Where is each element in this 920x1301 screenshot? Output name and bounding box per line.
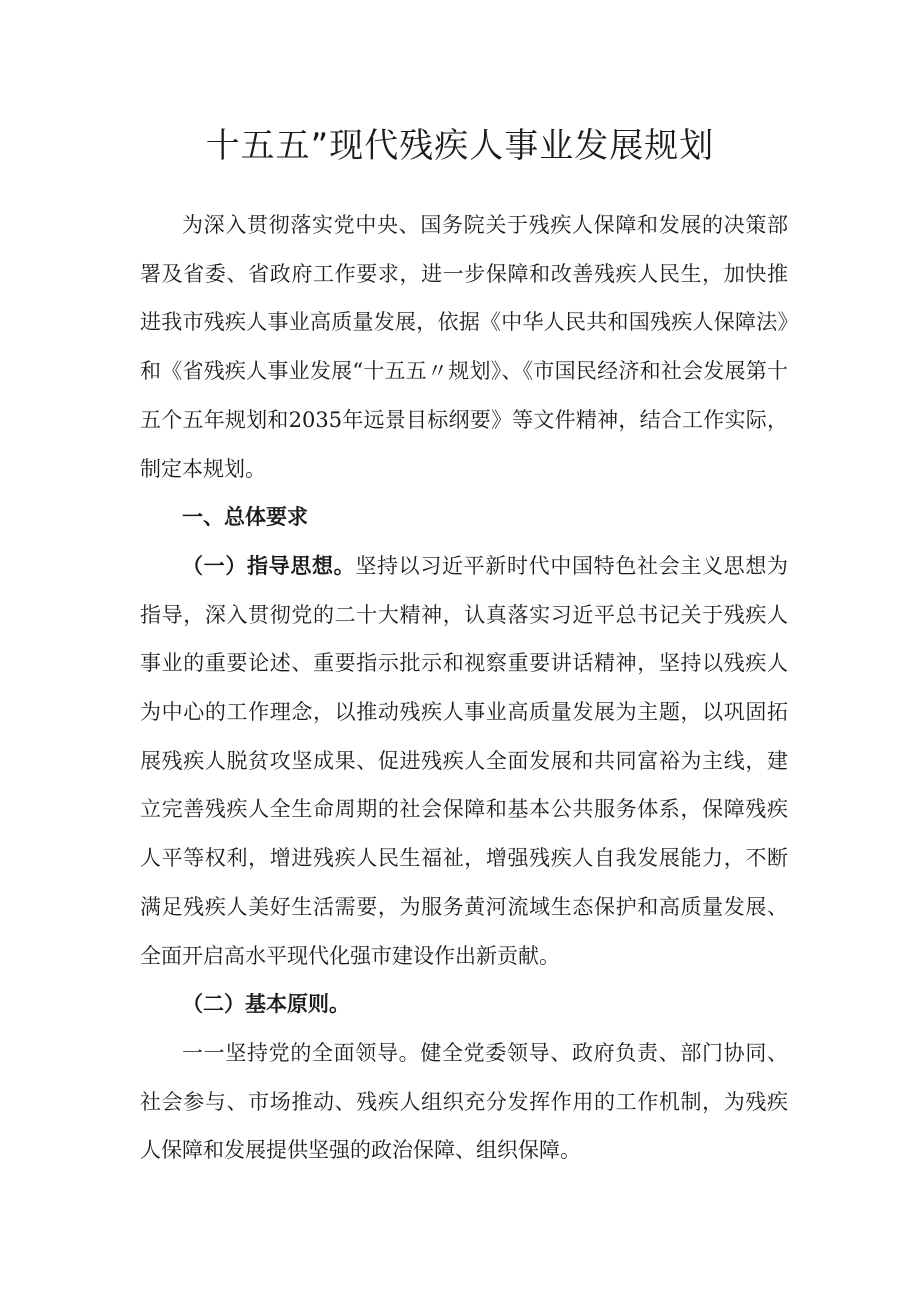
guiding-ideology-paragraph	[140, 542, 788, 980]
section-heading-general-requirements: 一、总体要求	[182, 505, 308, 530]
document-body	[140, 201, 788, 1175]
intro-paragraph: 为深入贯彻落实党中央、国务院关于残疾人保障和发展的决策部署及省委、省政府工作要求，进一步保障和改善残疾人民生，加快推进我市残疾人事业高质量发展，依据《中华人民共和国残疾人保障法》和《省残疾人事业发展“十五五〃规划》、《市国民经济和社会发展第十五个五年规划和2035年远景目标纲要》等文件精神，结合工作实际，制定本规划。	[140, 213, 788, 481]
principle-paragraph-party-leadership: 一一坚持党的全面领导。健全党委领导、政府负责、部门协同、社会参与、市场推动、残疾人组织充分发挥作用的工作机制，为残疾人保障和发展提供坚强的政治保障、组织保障。	[140, 1040, 788, 1163]
guiding-ideology-lead: （一）指导思想。	[182, 553, 356, 578]
basic-principles-heading: （二）基本原则。	[182, 992, 350, 1017]
document-title: 十五五”现代残疾人事业发展规划	[205, 126, 715, 166]
guiding-ideology-text: 坚持以习近平新时代中国特色社会主义思想为指导，深入贯彻党的二十大精神，认真落实习近平总书记关于残疾人事业的重要论述、重要指示批示和视察重要讲话精神，坚持以残疾人为中心的工作理念，以推动残疾人事业高质量发展为主题，以巩固拓展残疾人脱贫攻坚成果、促进残疾人全面发展和共同富裕为主线，建立完善残疾人全生命周期的社会保障和基本公共服务体系，保障残疾人平等权利，增进残疾人民生福祉，增强残疾人自我发展能力，不断满足残疾人美好生活需要，为服务黄河流域生态保护和高质量发展、全面开启高水平现代化强市建设作出新贡献。	[140, 553, 789, 968]
